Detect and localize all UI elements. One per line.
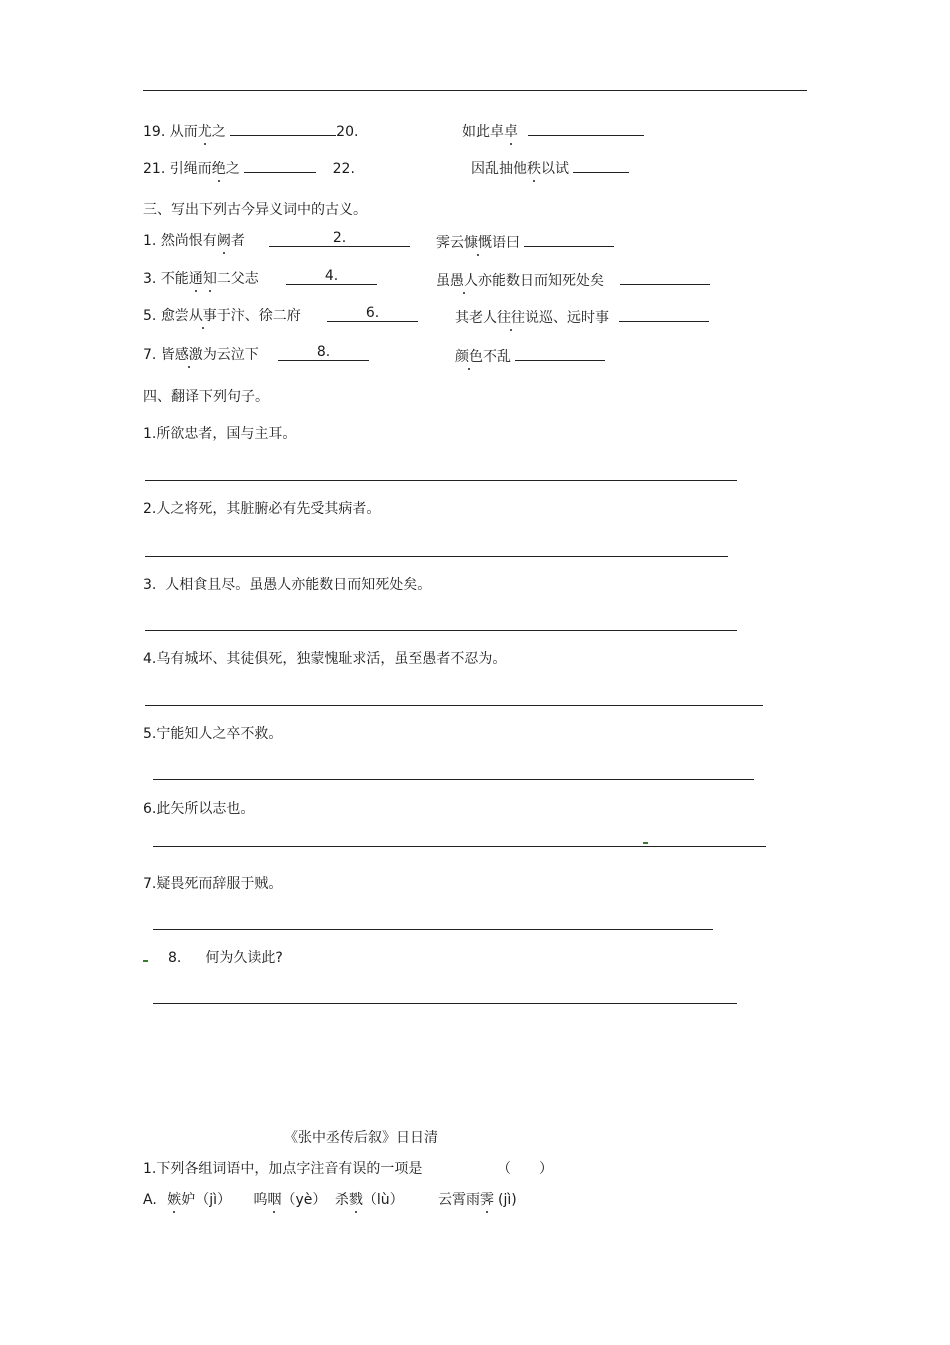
- item-number: 20.: [336, 124, 359, 140]
- item-number: 6.: [365, 305, 380, 321]
- answer-blank[interactable]: [230, 121, 336, 136]
- s4-item-7: 7.疑畏死而辞服于贼。: [143, 876, 283, 892]
- s4-item-3: 3. 人相食且尽。虽愚人亦能数日而知死处矣。: [143, 577, 432, 593]
- s3-item-7: 7. 皆感激为云泣下: [143, 347, 259, 363]
- header-rule: [143, 90, 807, 91]
- item-number: 22.: [332, 161, 355, 177]
- answer-blank[interactable]: [573, 158, 629, 173]
- s3-item-4: 虽愚人亦能数日而知死处矣: [436, 270, 710, 290]
- green-mark: [143, 960, 148, 962]
- answer-blank[interactable]: [244, 158, 316, 173]
- s4-item-1: 1.所欲忠者，国与主耳。: [143, 426, 297, 442]
- s4-item-8: 8. 何为久读此?: [168, 950, 283, 966]
- daily-question-1: 1.下列各组词语中，加点字注音有误的一项是: [143, 1161, 423, 1177]
- item-22: [471, 158, 629, 178]
- answer-paren[interactable]: （ ）: [497, 1161, 553, 1177]
- item-number: 2.: [332, 230, 347, 246]
- s3-blank-5[interactable]: [327, 307, 418, 327]
- s3-item-1: 1. 然尚恨有阙者: [143, 233, 245, 249]
- answer-blank[interactable]: [528, 121, 644, 136]
- answer-blank[interactable]: [524, 232, 614, 247]
- s3-item-2: 霁云慷慨语曰: [436, 232, 614, 252]
- answer-blank[interactable]: [620, 270, 710, 285]
- s3-item-3: 3. 不能通知二父志: [143, 271, 259, 287]
- answer-line-4[interactable]: [145, 705, 763, 706]
- s4-item-6: 6.此矢所以志也。: [143, 801, 255, 817]
- s3-blank-3[interactable]: [286, 270, 377, 290]
- s3-item-5: 5. 愈尝从事于汴、徐二府: [143, 308, 301, 324]
- s3-item-6: 其老人往往说巡、远时事: [455, 307, 709, 327]
- option-a[interactable]: A. 嫉妒（jì） 呜咽（yè） 杀戮（lù） 云霄雨霁 (jì): [143, 1192, 517, 1208]
- s4-item-5: 5.宁能知人之卒不救。: [143, 726, 283, 742]
- item-20: [462, 121, 644, 141]
- answer-line-1[interactable]: [145, 480, 737, 481]
- answer-line-8[interactable]: [153, 1003, 737, 1004]
- item-number: 21.: [143, 161, 166, 177]
- s3-blank-7[interactable]: [278, 346, 369, 366]
- item-19: [143, 121, 358, 141]
- answer-line-6[interactable]: [153, 846, 766, 847]
- item-number: 8.: [316, 344, 331, 360]
- item-text: 引绳而绝之: [169, 161, 240, 177]
- answer-blank[interactable]: [619, 307, 709, 322]
- section-3-title: 三、写出下列古今异义词中的古义。: [143, 202, 367, 218]
- s3-blank-1[interactable]: [269, 232, 410, 252]
- s3-item-8: 颜色不乱: [455, 346, 605, 366]
- item-text: 从而尤之: [169, 124, 226, 140]
- item-21: [143, 158, 355, 178]
- item-number: 19.: [143, 124, 166, 140]
- green-mark: [643, 842, 648, 844]
- item-number: 4.: [324, 268, 339, 284]
- answer-blank[interactable]: [515, 346, 605, 361]
- section-4-title: 四、翻译下列句子。: [143, 389, 269, 405]
- s4-item-4: 4.乌有城坏、其徒俱死，独蒙愧耻求活，虽至愚者不忍为。: [143, 651, 507, 667]
- s4-item-2: 2.人之将死，其脏腑必有先受其病者。: [143, 501, 381, 517]
- answer-line-7[interactable]: [153, 929, 713, 930]
- daily-title: 《张中丞传后叙》日日清: [284, 1130, 438, 1146]
- answer-line-3[interactable]: [145, 630, 737, 631]
- item-text: 如此卓卓: [462, 124, 518, 140]
- answer-line-2[interactable]: [145, 556, 728, 557]
- item-text: 因乱抽他秩以试: [471, 161, 569, 177]
- answer-line-5[interactable]: [153, 779, 754, 780]
